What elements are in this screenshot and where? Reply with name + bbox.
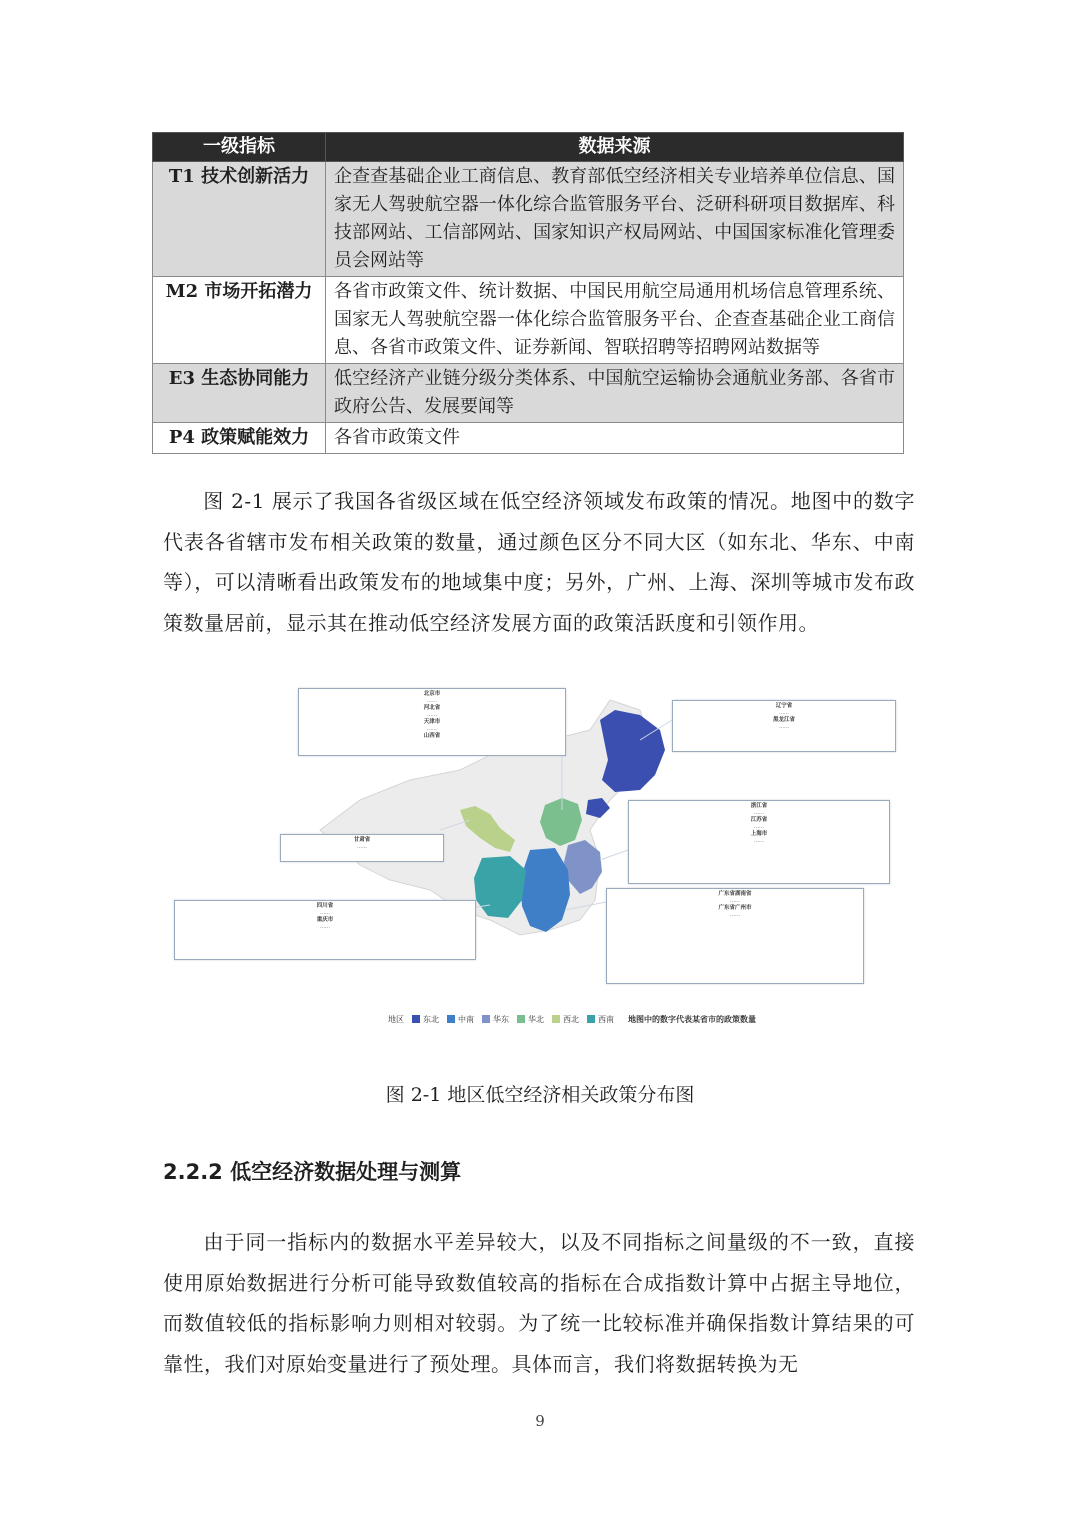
legend-swatch [517,1015,525,1023]
callout-subtitle: 重庆市 [316,917,334,923]
source-cell: 企查查基础企业工商信息、教育部低空经济相关专业培养单位信息、国家无人驾驶航空器一体化综合监管服务平台、泛研科研项目数据库、科技部网站、工信部网站、国家知识产权局网站、中国国家标准化管理委员会网站等 [326,162,904,277]
legend-item-label: 华东 [493,1014,509,1024]
policy-map-figure [170,680,890,1050]
legend-swatch [482,1015,490,1023]
map-legend [388,1012,756,1026]
source-cell: 低空经济产业链分级分类体系、中国航空运输协会通航业务部、各省市政府公告、发展要闻等 [326,364,904,423]
body-paragraph-2 [163,1222,915,1384]
table-header-indicator: 一级指标 [153,133,326,162]
source-cell: 各省市政策文件、统计数据、中国民用航空局通用机场信息管理系统、国家无人驾驶航空器一体化综合监管服务平台、企查查基础企业工商信息、各省市政策文件、证券新闻、智联招聘等招聘网站数据等 [326,277,904,364]
callout-east: 浙江省 …… 江苏省 …… 上海市 …… [628,800,890,884]
callout-title: 浙江省 [750,803,768,809]
indicator-cell: M2 市场开拓潜力 [153,277,326,364]
legend-swatch [412,1015,420,1023]
legend-swatch [587,1015,595,1023]
data-source-table [152,132,904,454]
table-header-source: 数据来源 [326,133,904,162]
table-header-row [153,133,904,162]
region-northeast [600,710,665,792]
legend-item-label: 东北 [423,1014,439,1024]
legend-swatch [447,1015,455,1023]
table-row [153,277,904,364]
indicator-cell: T1 技术创新活力 [153,162,326,277]
callout-northwest: 甘肃省 …… [280,834,444,862]
source-cell: 各省市政策文件 [326,423,904,454]
paragraph-text: 由于同一指标内的数据水平差异较大，以及不同指标之间量级的不一致，直接使用原始数据进行分析可能导致数值较高的指标在合成指数计算中占据主导地位，而数值较低的指标影响力则相对较弱。为了统一比较标准并确保指数计算结果的可靠性，我们对原始变量进行了预处理。具体而言，我们将数据转换为无 [163,1230,915,1376]
figure-caption: 图 2-1 地区低空经济相关政策分布图 [385,1084,695,1106]
callout-subtitle: 黑龙江省 [772,717,795,723]
table-row [153,162,904,277]
callout-title: 辽宁省 [775,703,793,709]
legend-item-label: 中南 [458,1014,474,1024]
callout-line [600,850,628,860]
section-heading: 2.2.2 低空经济数据处理与测算 [163,1160,462,1184]
page-number: 9 [535,1412,545,1430]
callout-title: 四川省 [316,903,334,909]
callout-subtitle: 江苏省 [750,817,768,823]
callout-south: 广东省湖南省 …… 广东省广州市 …… [606,888,864,984]
indicator-cell: P4 政策赋能效力 [153,423,326,454]
legend-swatch [552,1015,560,1023]
indicator-cell: E3 生态协同能力 [153,364,326,423]
legend-label: 地区 [388,1014,404,1024]
body-paragraph-1 [163,481,915,643]
table-row [153,423,904,454]
table-row [153,364,904,423]
callout-subtitle: 天津市 [423,719,441,725]
legend-item-label: 西南 [598,1014,614,1024]
callout-subtitle: 山西省 [423,733,441,739]
callout-subtitle: 上海市 [750,831,768,837]
callout-northeast: 辽宁省 …… 黑龙江省 …… [672,700,896,752]
callout-subtitle: 河北省 [423,705,441,711]
paragraph-text: 图 2-1 展示了我国各省级区域在低空经济领域发布政策的情况。地图中的数字代表各省辖市发布相关政策的数量，通过颜色区分不同大区（如东北、华东、中南等），可以清晰看出政策发布的地域集中度；另外，广州、上海、深圳等城市发布政策数量居前，显示其在推动低空经济发展方面的政策活跃度和引领作用。 [163,489,915,635]
callout-title: 甘肃省 [353,837,371,843]
callout-subtitle: 广东省广州市 [718,905,752,911]
callout-north: 北京市 …… 河北省 …… 天津市 …… 山西省 [298,688,566,756]
legend-item-label: 华北 [528,1014,544,1024]
legend-note: 地图中的数字代表某省市的政策数量 [628,1014,756,1024]
callout-title: 北京市 [423,691,441,697]
callout-southwest: 四川省 …… 重庆市 …… [174,900,476,960]
callout-title: 广东省湖南省 [718,891,752,897]
legend-item-label: 西北 [563,1014,579,1024]
